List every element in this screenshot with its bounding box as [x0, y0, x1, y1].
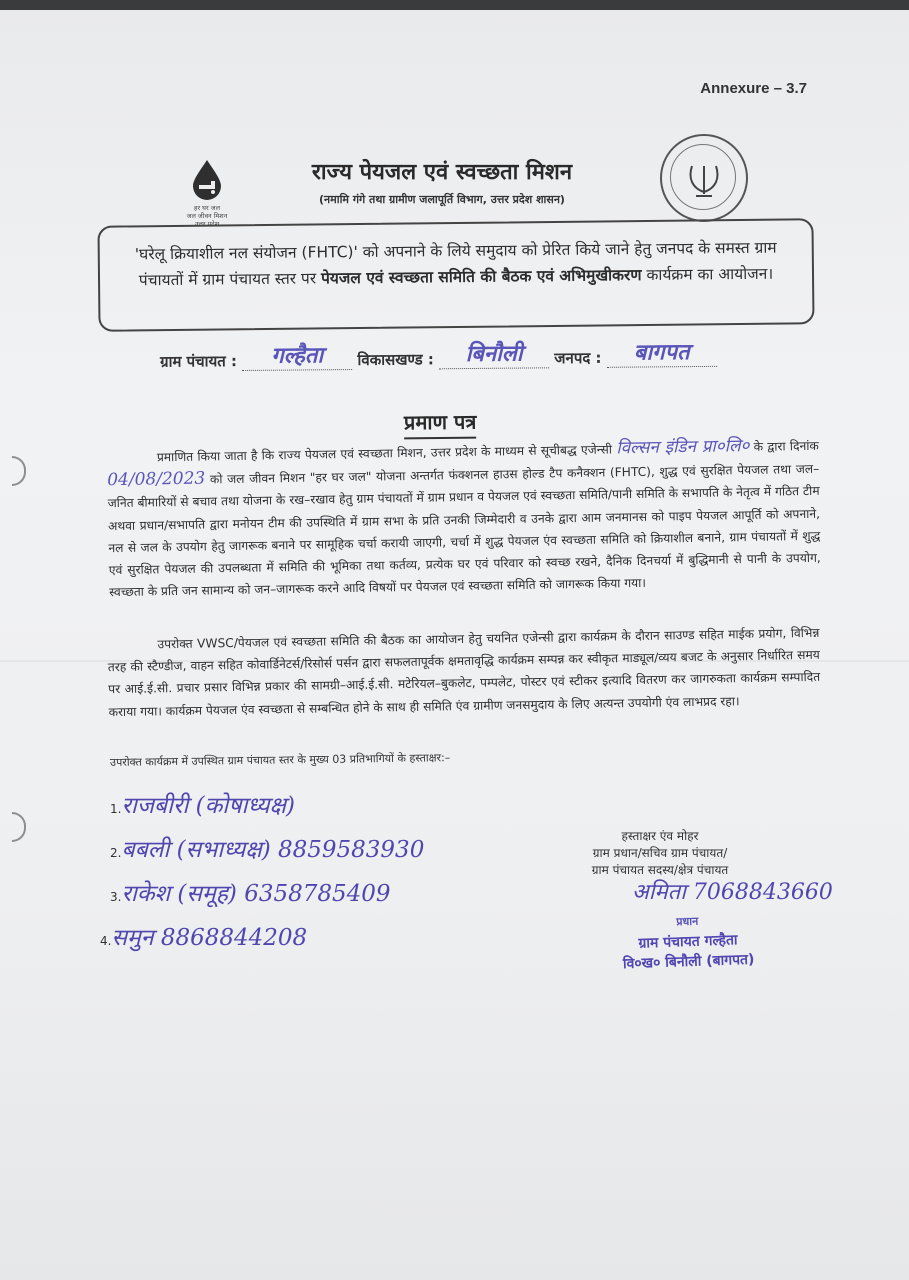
- pradhan-signature: अमिता 7068843660: [632, 880, 833, 905]
- punch-hole: [12, 456, 26, 486]
- official-signature-block: [560, 828, 760, 879]
- official-designation-1: ग्राम प्रधान/सचिव ग्राम पंचायत/: [592, 846, 728, 860]
- participant-signature-3: 3.राकेश (समूह) 6358785409: [110, 881, 391, 907]
- har-ghar-jal-logo: [172, 158, 242, 228]
- logo-text-2: जल जीवन मिशन: [186, 212, 228, 220]
- logo-text-3: उत्तर प्रदेश: [194, 220, 220, 228]
- agency-name: विल्सन इंडिन प्रा०लि०: [616, 436, 750, 459]
- gram-panchayat-value: गल्हैता: [271, 342, 324, 369]
- annexure-label: Annexure – 3.7: [700, 80, 807, 97]
- certificate-heading: प्रमाण पत्र: [404, 408, 477, 440]
- water-drop-icon: [189, 158, 225, 200]
- up-government-seal-icon: [660, 134, 748, 222]
- participant-signature-4: 4.समुन 8868844208: [100, 925, 308, 951]
- header: [262, 156, 622, 207]
- signatures-intro: उपरोक्त कार्यक्रम में उपस्थित ग्राम पंचायत स्तर के मुख्य 03 प्रतिभागियों के हस्ताक्षर:–: [109, 751, 451, 769]
- program-banner: [97, 218, 814, 331]
- panchayat-stamp: [597, 909, 779, 975]
- certificate-paragraph-2: उपरोक्त VWSC/पेयजल एवं स्वच्छता समिति की बैठक का आयोजन हेतु चयनित एजेन्सी द्वारा कार्यक्रम के दौरान साउण्ड सहित माईक प्रयोग, विभिन्न तरह की स्टैण्डीज, वाहन सहित कोवार्डिनेटर्स/रिसोर्स पर्सन द्वारा सफलतापूर्वक क्षमतावृद्धि कार्यक्रम सम्पन्न कर स्वीकृत माड्यूल/व्यय बजट के अनुसार निर्धारित समय पर आई.ई.सी. प्रचार प्रसार विभिन्न प्रकार की सामग्री–आई.ई.सी. मटेरियल–बुकलेट, पम्पलेट, पोस्टर एवं स्टीकर इत्यादि वितरण कर जागरुकता कार्यक्रम सम्पादित कराया गया। कार्यक्रम पेयजल एंव स्वच्छता से सम्बन्धित होने के साथ ही समिति एंव ग्रामीण जनसमुदाय के लिए अत्यन्त उपयोगी एंव लाभप्रद रहा।: [107, 625, 821, 719]
- participant-signature-2: 2.बबली (सभाध्यक्ष) 8859583930: [110, 837, 425, 863]
- punch-hole: [12, 812, 26, 842]
- scan-edge: [0, 0, 909, 10]
- sign-and-seal-label: हस्ताक्षर एंव मोहर: [621, 829, 699, 843]
- vikaskhand-label: विकासखण्ड :: [357, 350, 434, 369]
- vikaskhand-value: बिनौली: [465, 340, 523, 368]
- banner-text-bold: पेयजल एवं स्वच्छता समिति की बैठक एवं अभिमुखीकरण: [320, 266, 642, 288]
- janpad-label: जनपद :: [554, 348, 602, 368]
- stamp-line-1: ग्राम पंचायत गल्हैता: [638, 932, 738, 952]
- banner-text-1: 'घरेलू क्रियाशील नल संयोजन (FHTC)' को अपनाने के लिये समुदाय को प्रेरित किये जाने हेतु जनपद के समस्त ग्राम पंचायतों में ग्राम पंचायत स्तर पर: [134, 238, 777, 290]
- janpad-field: [607, 336, 717, 368]
- logo-text-1: हर घर जल: [194, 204, 220, 212]
- certificate-paragraph-1: प्रमाणित किया जाता है कि राज्य पेयजल एवं स्वच्छता मिशन, उत्तर प्रदेश के माध्यम से सूचीबद्ध एजेन्सी विल्सन इंडिन प्रा०लि० के द्वारा दिनांक 04/08/2023 को जल जीवन मिशन "हर घर जल" योजना अन्तर्गत फंक्शनल हाउस होल्ड टैप कनैक्शन (FHTC), शुद्ध एवं सुरक्षित पेयजल तथा जल–जनित बीमारियों से बचाव तथा योजना के रख–रखाव हेतु ग्राम पंचायतों में ग्राम प्रधान व पेयजल एवं स्वच्छता समिति/पानी समिति के सभापति के नेतृत्व में गठित टीम अथवा प्रधान/सभापति द्वारा मनोयन टीम की उपस्थिति में ग्राम सभा के प्रति उनकी जिम्मेदारी व उनके द्वारा आम जनमानस को पाइप पेयजल आपूर्ति को अपनाने, नल से जल के उपयोग हेतु जागरूक बनाने पर सामूहिक चर्चा करायी जाएगी, चर्चा में शुद्ध पेयजल एंव स्वच्छता समिति को क्रियाशील बनाने, ग्राम पंचायतों में शुद्ध एवं सुरक्षित पेयजल की उपलब्धता में समिति की भूमिका तथा कर्तव्य, प्रत्येक घर एवं परिवार को स्वच्छ रखने, दैनिक दिनचर्या में बुद्धिमानी से पानी के उपयोग, स्वच्छता के प्रति जन सामान्य को जन–जागरूक करने आदि विषयों पर पेयजल एवं स्वच्छता समिति को जागरूक किया गया।: [107, 436, 821, 600]
- gram-panchayat-label: ग्राम पंचायत :: [159, 352, 238, 371]
- participant-signature-1: 1.राजबीरी (कोषाध्यक्ष): [110, 793, 295, 819]
- location-fields: [160, 335, 780, 371]
- janpad-value: बागपत: [633, 339, 690, 366]
- program-date: 04/08/2023: [107, 468, 206, 491]
- mission-title: राज्य पेयजल एवं स्वच्छता मिशन: [311, 159, 573, 185]
- gram-panchayat-field: [242, 339, 352, 371]
- stamp-designation: प्रधान: [676, 914, 699, 929]
- banner-text-3: कार्यक्रम का आयोजन।: [641, 264, 774, 285]
- stamp-line-2: वि०ख० बिनौली (बागपत): [622, 951, 755, 973]
- vikaskhand-field: [439, 337, 549, 369]
- official-designation-2: ग्राम पंचायत सदस्य/क्षेत्र पंचायत: [591, 863, 729, 877]
- mission-subtitle: (नमामि गंगे तथा ग्रामीण जलापूर्ति विभाग, उत्तर प्रदेश शासन): [319, 193, 565, 206]
